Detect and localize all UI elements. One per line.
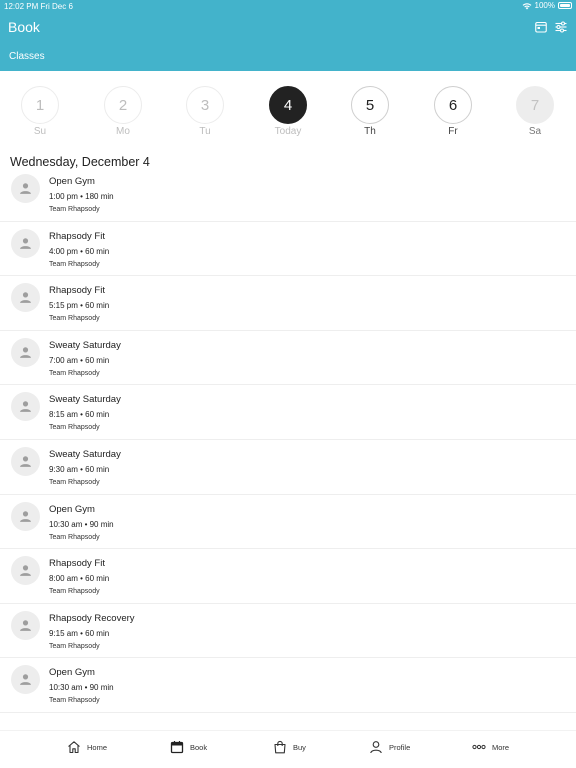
class-time: 10:30 am • 90 min bbox=[49, 519, 114, 529]
class-time: 1:00 pm • 180 min bbox=[49, 192, 114, 201]
nav-home-label: Home bbox=[87, 742, 108, 752]
class-instructor: Team Rhapsody bbox=[49, 588, 100, 596]
class-row[interactable] bbox=[0, 167, 576, 222]
status-time: 12:02 PM Fri Dec 6 bbox=[4, 2, 73, 11]
class-time: 9:15 am • 60 min bbox=[49, 628, 110, 638]
class-name: Open Gym bbox=[49, 503, 95, 515]
class-instructor: Team Rhapsody bbox=[49, 533, 100, 541]
day-sunday[interactable] bbox=[10, 86, 70, 137]
instructor-avatar bbox=[11, 447, 40, 476]
day-label: Mo bbox=[116, 126, 130, 137]
class-time: 5:15 pm • 60 min bbox=[49, 301, 110, 311]
week-date-strip bbox=[0, 86, 576, 142]
day-wednesday-today[interactable] bbox=[258, 86, 318, 137]
nav-home[interactable] bbox=[67, 740, 107, 754]
bottom-nav bbox=[0, 730, 576, 768]
instructor-avatar bbox=[11, 665, 40, 694]
class-list bbox=[0, 167, 576, 713]
class-instructor: Team Rhapsody bbox=[49, 697, 100, 705]
class-row[interactable] bbox=[0, 276, 576, 331]
instructor-avatar bbox=[11, 229, 40, 258]
nav-buy[interactable] bbox=[273, 740, 306, 754]
class-name: Rhapsody Fit bbox=[49, 558, 105, 570]
day-label: Th bbox=[364, 126, 376, 137]
class-name: Rhapsody Recovery bbox=[49, 612, 135, 624]
person-icon bbox=[19, 400, 32, 413]
class-instructor: Team Rhapsody bbox=[49, 642, 100, 650]
class-name: Rhapsody Fit bbox=[49, 285, 105, 297]
class-instructor: Team Rhapsody bbox=[49, 260, 100, 268]
class-instructor: Team Rhapsody bbox=[49, 206, 100, 213]
day-label: Sa bbox=[528, 126, 542, 137]
instructor-avatar bbox=[11, 392, 40, 421]
class-row[interactable] bbox=[0, 385, 576, 440]
nav-more-label: More bbox=[492, 742, 510, 752]
day-label: Fr bbox=[448, 126, 458, 137]
class-time: 8:00 am • 60 min bbox=[49, 574, 110, 584]
page-title: Book bbox=[8, 19, 40, 35]
header-actions bbox=[535, 21, 567, 33]
ellipsis-icon bbox=[472, 740, 486, 754]
status-bar bbox=[0, 0, 576, 12]
class-time: 10:30 am • 90 min bbox=[49, 683, 114, 693]
day-saturday[interactable] bbox=[505, 86, 565, 137]
class-row[interactable] bbox=[0, 658, 576, 713]
day-monday[interactable] bbox=[93, 86, 153, 137]
instructor-avatar bbox=[11, 174, 40, 203]
nav-buy-label: Buy bbox=[293, 742, 306, 752]
battery-icon bbox=[558, 2, 572, 9]
class-name: Open Gym bbox=[49, 176, 95, 187]
class-row[interactable] bbox=[0, 222, 576, 277]
class-time: 9:30 am • 60 min bbox=[49, 464, 110, 474]
instructor-avatar bbox=[11, 338, 40, 367]
class-name: Rhapsody Fit bbox=[49, 230, 105, 242]
class-row[interactable] bbox=[0, 604, 576, 659]
person-icon bbox=[19, 182, 32, 195]
calendar-icon bbox=[170, 740, 184, 754]
nav-profile[interactable] bbox=[369, 740, 410, 754]
header bbox=[0, 0, 576, 71]
calendar-icon[interactable] bbox=[535, 21, 547, 33]
person-icon bbox=[19, 237, 32, 250]
day-number: 5 bbox=[351, 86, 389, 124]
day-number: 6 bbox=[434, 86, 472, 124]
class-row[interactable] bbox=[0, 549, 576, 604]
nav-more[interactable] bbox=[472, 740, 509, 754]
selected-date-heading: Wednesday, December 4 bbox=[10, 155, 150, 169]
class-name: Sweaty Saturday bbox=[49, 394, 121, 406]
instructor-avatar bbox=[11, 556, 40, 585]
person-icon bbox=[19, 346, 32, 359]
day-number: 4 bbox=[269, 86, 307, 124]
class-instructor: Team Rhapsody bbox=[49, 424, 100, 432]
person-icon bbox=[19, 455, 32, 468]
sliders-icon[interactable] bbox=[555, 21, 567, 33]
nav-profile-label: Profile bbox=[389, 742, 411, 752]
wifi-icon bbox=[522, 2, 532, 10]
day-tuesday[interactable] bbox=[175, 86, 235, 137]
instructor-avatar bbox=[11, 502, 40, 531]
nav-book-label: Book bbox=[190, 742, 208, 752]
class-time: 7:00 am • 60 min bbox=[49, 355, 110, 365]
class-name: Sweaty Saturday bbox=[49, 339, 121, 351]
class-name: Sweaty Saturday bbox=[49, 448, 121, 460]
person-icon bbox=[19, 564, 32, 577]
battery-percent: 100% bbox=[534, 1, 555, 10]
class-instructor: Team Rhapsody bbox=[49, 315, 100, 323]
day-thursday[interactable] bbox=[340, 86, 400, 137]
person-icon bbox=[19, 291, 32, 304]
class-row[interactable] bbox=[0, 331, 576, 386]
day-number: 2 bbox=[104, 86, 142, 124]
nav-book[interactable] bbox=[170, 740, 207, 754]
day-label: Tu bbox=[199, 126, 211, 137]
day-friday[interactable] bbox=[423, 86, 483, 137]
status-right bbox=[522, 1, 572, 10]
class-row[interactable] bbox=[0, 440, 576, 495]
section-tab-classes[interactable]: Classes bbox=[9, 51, 45, 62]
instructor-avatar bbox=[11, 283, 40, 312]
class-time: 4:00 pm • 60 min bbox=[49, 246, 110, 256]
class-row[interactable] bbox=[0, 495, 576, 550]
day-label: Today bbox=[274, 126, 302, 137]
day-label: Su bbox=[33, 126, 47, 137]
class-time: 8:15 am • 60 min bbox=[49, 410, 110, 420]
class-instructor: Team Rhapsody bbox=[49, 369, 100, 377]
person-icon bbox=[19, 619, 32, 632]
person-icon bbox=[19, 673, 32, 686]
person-icon bbox=[369, 740, 383, 754]
day-number: 7 bbox=[516, 86, 554, 124]
day-number: 3 bbox=[186, 86, 224, 124]
instructor-avatar bbox=[11, 611, 40, 640]
class-instructor: Team Rhapsody bbox=[49, 478, 100, 486]
day-number: 1 bbox=[21, 86, 59, 124]
class-name: Open Gym bbox=[49, 667, 95, 679]
person-icon bbox=[19, 510, 32, 523]
shopping-bag-icon bbox=[273, 740, 287, 754]
home-icon bbox=[67, 740, 81, 754]
